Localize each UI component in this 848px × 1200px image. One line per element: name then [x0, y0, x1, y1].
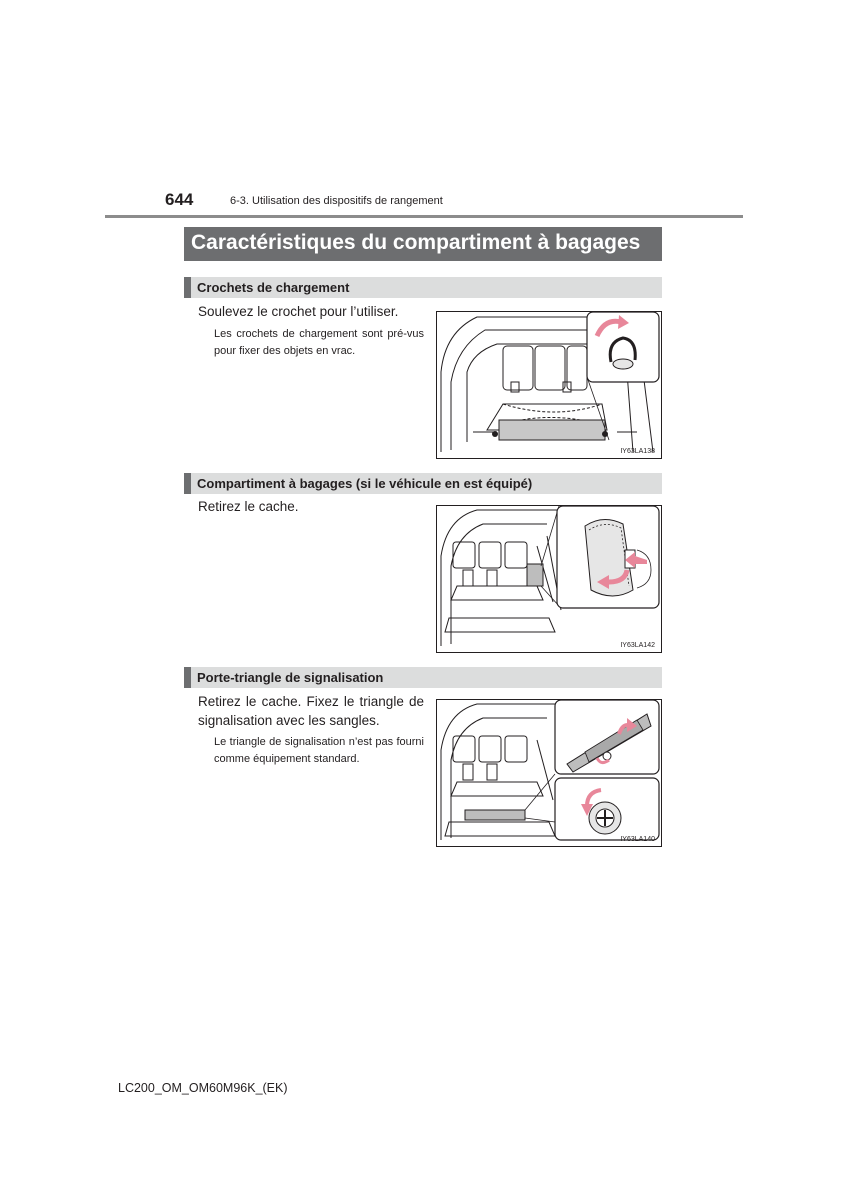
section-note: Le triangle de signalisation n’est pas fourni comme équipement standard.: [214, 736, 424, 765]
section-heading-bar: [184, 277, 191, 298]
section-heading-luggage-compartment: [184, 473, 662, 494]
page-title: Caractéristiques du compartiment à bagages: [191, 231, 641, 254]
section-note: Les crochets de chargement sont pré-vus pour fixer des objets en vrac.: [214, 328, 424, 357]
section-heading-warning-triangle-holder: [184, 667, 662, 688]
section-heading-text: Compartiment à bagages (si le véhicule en est équipé): [197, 476, 533, 491]
cargo-hooks-illustration: [436, 311, 662, 459]
illustration-code: IY63LA140: [620, 836, 655, 843]
cargo-hooks-drawing: [437, 312, 663, 460]
section-body: Retirez le cache.: [198, 499, 299, 514]
warning-triangle-illustration: [436, 699, 662, 847]
illustration-code: IY63LA138: [620, 448, 655, 455]
document-code: LC200_OM_OM60M96K_(EK): [118, 1081, 288, 1095]
luggage-compartment-illustration: [436, 505, 662, 653]
warning-triangle-drawing: [437, 700, 663, 848]
section-heading-text: Porte-triangle de signalisation: [197, 670, 384, 685]
section-path: 6-3. Utilisation des dispositifs de rangement: [230, 195, 443, 207]
luggage-compartment-drawing: [437, 506, 663, 654]
section-body: Soulevez le crochet pour l’utiliser.: [198, 304, 399, 319]
section-heading-text: Crochets de chargement: [197, 280, 350, 295]
section-heading-bar: [184, 473, 191, 494]
section-body: Retirez le cache. Fixez le triangle de signalisation avec les sangles.: [198, 694, 424, 728]
section-heading-bar: [184, 667, 191, 688]
page-title-box: [184, 227, 662, 261]
section-heading-cargo-hooks: [184, 277, 662, 298]
page-number: 644: [165, 190, 194, 209]
header-rule: [105, 215, 743, 218]
illustration-code: IY63LA142: [620, 642, 655, 649]
